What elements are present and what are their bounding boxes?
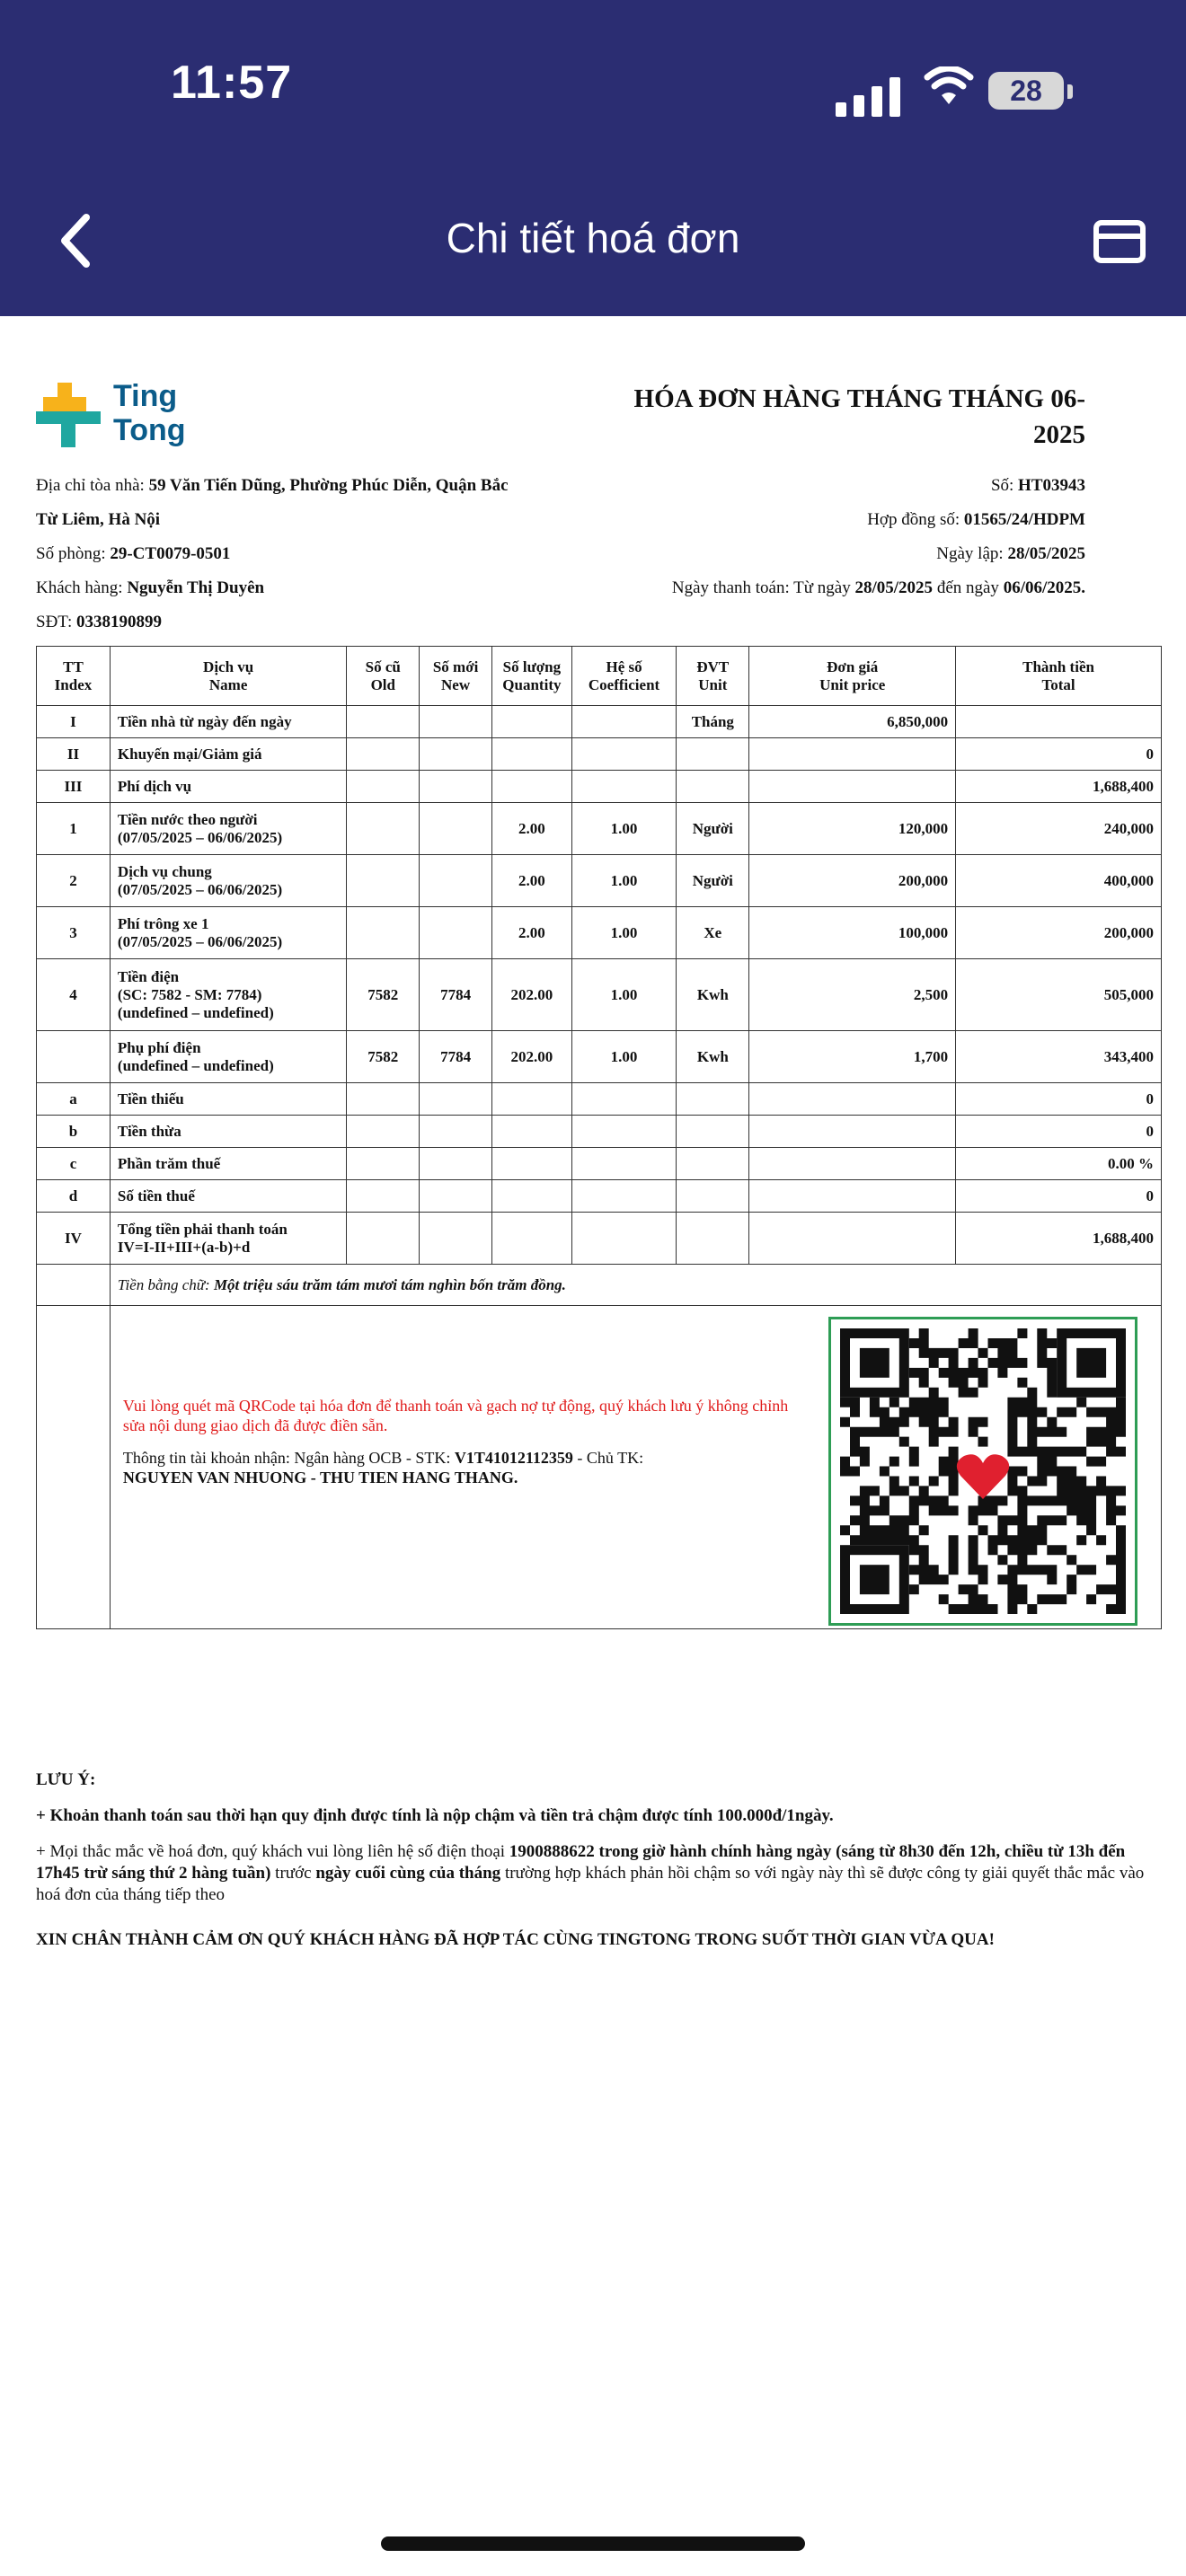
row-new	[420, 855, 492, 907]
battery-icon: 28	[988, 72, 1064, 110]
row-index	[37, 1031, 111, 1083]
row-service-line: Phí dịch vụ	[117, 777, 192, 795]
row-new	[420, 1148, 492, 1180]
row-unit-price	[749, 1213, 956, 1265]
row-new	[420, 1083, 492, 1116]
row-index: II	[37, 738, 111, 771]
row-service-name	[110, 738, 346, 771]
bank-account-info: Thông tin tài khoản nhận: Ngân hàng OCB - STK: V1T41012112359 - Chủ TK: NGUYEN VAN NHUONG - THU TIEN HANG THANG.	[122, 1449, 644, 1486]
date-value: 28/05/2025	[1007, 544, 1085, 563]
row-total: 343,400	[956, 1031, 1162, 1083]
row-coefficient: 1.00	[571, 959, 676, 1031]
row-old	[347, 738, 420, 771]
row-coefficient	[571, 706, 676, 738]
header-old: Số cũ Old	[347, 647, 420, 706]
row-service-name	[110, 1116, 346, 1148]
invoice-title	[528, 381, 1085, 453]
row-unit	[677, 1116, 749, 1148]
table-row	[37, 959, 1162, 1031]
row-unit-price	[749, 1116, 956, 1148]
table-row	[37, 771, 1162, 803]
row-unit	[677, 1180, 749, 1213]
row-total	[956, 706, 1162, 738]
row-service-name	[110, 1213, 346, 1265]
table-row	[37, 907, 1162, 959]
row-unit-price	[749, 1180, 956, 1213]
row-service-line: Phần trăm thuế	[117, 1154, 221, 1172]
row-service-name	[110, 959, 346, 1031]
header-name: Dịch vụ Name	[110, 647, 346, 706]
row-service-line: Tiền nước theo người	[117, 810, 258, 828]
row-index: d	[37, 1180, 111, 1213]
table-row	[37, 803, 1162, 855]
row-index: 1	[37, 803, 111, 855]
row-quantity	[491, 1148, 571, 1180]
note-contact: + Mọi thắc mắc về hoá đơn, quý khách vui lòng liên hệ số điện thoại 1900888622 trong giờ hành chính hàng ngày (sáng từ 8h30 đến 12h, chiều từ 13h đến 17h45 trừ sáng thứ 2 hàng tuần) trước ngày cuối cùng của tháng trường hợp khách phản hồi chậm so với ngày này thì sẽ được công ty giải quyết thắc mắc vào hoá đơn của tháng tiếp theo	[36, 1842, 1145, 1904]
row-unit-price: 6,850,000	[749, 706, 956, 738]
row-coefficient	[571, 1116, 676, 1148]
row-index: I	[37, 706, 111, 738]
row-service-name	[110, 1180, 346, 1213]
row-old: 7582	[347, 1031, 420, 1083]
row-index: 4	[37, 959, 111, 1031]
thanks-message: XIN CHÂN THÀNH CẢM ƠN QUÝ KHÁCH HÀNG ĐÃ HỢP TÁC CÙNG TINGTONG TRONG SUỐT THỜI GIAN VỪA QUA!	[36, 1930, 995, 1949]
row-service-name	[110, 907, 346, 959]
row-new	[420, 1213, 492, 1265]
row-new: 7784	[420, 1031, 492, 1083]
row-service-line: Tiền thừa	[117, 1122, 181, 1140]
address-line-2	[36, 510, 160, 530]
row-unit-price: 1,700	[749, 1031, 956, 1083]
row-service-line: (undefined – undefined)	[117, 1056, 274, 1074]
header-unit: ĐVT Unit	[677, 647, 749, 706]
page-title: Chi tiết hoá đơn	[446, 215, 740, 261]
row-new	[420, 706, 492, 738]
app-header	[0, 0, 1186, 316]
row-service-line: (undefined – undefined)	[117, 1003, 274, 1021]
table-header-row	[37, 647, 1162, 706]
row-total: 400,000	[956, 855, 1162, 907]
row-total: 0	[956, 1116, 1162, 1148]
row-new	[420, 1116, 492, 1148]
customer-value: Nguyễn Thị Duyên	[127, 578, 265, 597]
header-unit-price: Đơn giá Unit price	[749, 647, 956, 706]
row-service-name	[110, 1148, 346, 1180]
table-row	[37, 706, 1162, 738]
row-coefficient: 1.00	[571, 803, 676, 855]
row-service-name	[110, 855, 346, 907]
row-quantity	[491, 1213, 571, 1265]
row-service-line: (SC: 7582 - SM: 7784)	[117, 985, 262, 1003]
payment-mid: đến ngày	[936, 578, 999, 597]
row-total: 0	[956, 1083, 1162, 1116]
row-old	[347, 1083, 420, 1116]
table-row	[37, 855, 1162, 907]
header-total: Thành tiền Total	[956, 647, 1162, 706]
row-new	[420, 803, 492, 855]
row-index: b	[37, 1116, 111, 1148]
row-unit: Xe	[677, 907, 749, 959]
logo-text	[113, 379, 186, 447]
table-row	[37, 1180, 1162, 1213]
row-index: IV	[37, 1213, 111, 1265]
qr-warning: Vui lòng quét mã QRCode tại hóa đơn để thanh toán và gạch nợ tự động, quý khách lưu ý không chỉnh sửa nội dung giao dịch đã được điền sẵn.	[122, 1397, 789, 1434]
row-unit: Người	[677, 803, 749, 855]
wifi-icon	[924, 66, 974, 106]
row-service-line: IV=I-II+III+(a-b)+d	[117, 1238, 251, 1256]
row-service-line: Phụ phí điện	[117, 1038, 201, 1056]
payment-to: 06/06/2025.	[1003, 578, 1085, 597]
row-old	[347, 706, 420, 738]
phone-label: SĐT:	[36, 613, 73, 631]
row-quantity	[491, 706, 571, 738]
date-line	[936, 544, 1085, 564]
row-total: 0.00 %	[956, 1148, 1162, 1180]
row-service-name	[110, 771, 346, 803]
row-unit: Kwh	[677, 1031, 749, 1083]
row-old	[347, 803, 420, 855]
invoice-number-value: HT03943	[1018, 476, 1085, 495]
row-service-name	[110, 706, 346, 738]
row-unit-price: 100,000	[749, 907, 956, 959]
header-new: Số mới New	[420, 647, 492, 706]
row-unit-price	[749, 771, 956, 803]
payment-card-button[interactable]	[1093, 219, 1146, 264]
row-unit-price: 2,500	[749, 959, 956, 1031]
invoice-title-line2: 2025	[1033, 420, 1085, 449]
row-new	[420, 771, 492, 803]
qr-empty-cell	[37, 1306, 111, 1629]
row-unit	[677, 1148, 749, 1180]
row-total: 0	[956, 1180, 1162, 1213]
table-row	[37, 738, 1162, 771]
amount-in-words-row	[37, 1265, 1162, 1306]
row-unit	[677, 1083, 749, 1116]
table-row	[37, 1116, 1162, 1148]
row-service-line: (07/05/2025 – 06/06/2025)	[117, 932, 283, 950]
row-quantity: 2.00	[491, 803, 571, 855]
table-row	[37, 1148, 1162, 1180]
header-coefficient: Hệ số Coefficient	[571, 647, 676, 706]
row-total: 0	[956, 738, 1162, 771]
row-service-line: Dịch vụ chung	[117, 862, 212, 880]
row-new	[420, 738, 492, 771]
row-service-line: Tiền thiếu	[117, 1090, 184, 1107]
row-coefficient	[571, 738, 676, 771]
table-row	[37, 1083, 1162, 1116]
note-late-payment: + Khoản thanh toán sau thời hạn quy định được tính là nộp chậm và tiền trả chậm được tính 100.000đ/1ngày.	[36, 1806, 834, 1825]
qr-code-icon	[840, 1328, 1126, 1614]
address-value-2: Từ Liêm, Hà Nội	[36, 510, 161, 529]
notes-section	[36, 1769, 1150, 1965]
logo-mark-icon	[36, 379, 108, 451]
row-total: 505,000	[956, 959, 1162, 1031]
row-old	[347, 1116, 420, 1148]
home-indicator[interactable]	[381, 2536, 805, 2551]
phone-value: 0338190899	[75, 613, 162, 631]
row-old	[347, 907, 420, 959]
row-service-line: (07/05/2025 – 06/06/2025)	[117, 880, 283, 898]
row-service-line: Tiền nhà từ ngày đến ngày	[117, 712, 292, 730]
address-line	[36, 476, 509, 496]
payment-from: 28/05/2025	[854, 578, 934, 597]
row-unit-price	[749, 1083, 956, 1116]
row-quantity: 2.00	[491, 855, 571, 907]
contract-value: 01565/24/HDPM	[963, 510, 1085, 529]
status-icons	[836, 63, 1087, 117]
row-new: 7784	[420, 959, 492, 1031]
room-line	[36, 544, 230, 564]
row-service-name	[110, 803, 346, 855]
row-total: 240,000	[956, 803, 1162, 855]
row-coefficient: 1.00	[571, 1031, 676, 1083]
invoice-table	[36, 646, 1162, 1629]
row-old	[347, 1148, 420, 1180]
row-service-name	[110, 1031, 346, 1083]
address-label: Địa chỉ tòa nhà:	[36, 476, 145, 495]
row-unit-price: 120,000	[749, 803, 956, 855]
row-quantity: 202.00	[491, 1031, 571, 1083]
row-quantity: 202.00	[491, 959, 571, 1031]
notes-heading: LƯU Ý:	[36, 1770, 96, 1789]
row-quantity	[491, 771, 571, 803]
row-service-line: Số tiền thuế	[117, 1187, 195, 1204]
row-total: 200,000	[956, 907, 1162, 959]
row-quantity	[491, 1116, 571, 1148]
amount-in-words: Tiền bằng chữ: Một triệu sáu trăm tám mươi tám nghìn bốn trăm đồng.	[110, 1265, 1161, 1306]
phone-line	[36, 613, 162, 632]
row-old	[347, 1213, 420, 1265]
row-unit: Người	[677, 855, 749, 907]
payment-label: Ngày thanh toán: Từ ngày	[671, 578, 851, 597]
row-index: a	[37, 1083, 111, 1116]
row-index: 2	[37, 855, 111, 907]
row-unit-price	[749, 738, 956, 771]
payment-period-line	[672, 578, 1085, 598]
row-unit-price: 200,000	[749, 855, 956, 907]
row-coefficient: 1.00	[571, 907, 676, 959]
row-unit	[677, 1213, 749, 1265]
row-service-line: Phí trông xe 1	[117, 914, 209, 932]
credit-card-icon	[1093, 219, 1146, 264]
row-index: c	[37, 1148, 111, 1180]
table-row	[37, 1031, 1162, 1083]
table-row	[37, 1213, 1162, 1265]
qr-row	[37, 1306, 1162, 1629]
row-unit	[677, 771, 749, 803]
row-old: 7582	[347, 959, 420, 1031]
row-quantity	[491, 1083, 571, 1116]
row-service-line: Khuyến mại/Giảm giá	[117, 745, 262, 763]
row-coefficient	[571, 771, 676, 803]
row-service-line: Tổng tiền phải thanh toán	[117, 1220, 288, 1238]
customer-label: Khách hàng:	[36, 578, 123, 597]
contract-line	[867, 510, 1085, 530]
words-empty-cell	[37, 1265, 111, 1306]
row-coefficient	[571, 1180, 676, 1213]
row-quantity	[491, 1180, 571, 1213]
row-coefficient	[571, 1148, 676, 1180]
row-coefficient	[571, 1083, 676, 1116]
status-time: 11:57	[171, 57, 293, 109]
header-quantity: Số lượng Quantity	[491, 647, 571, 706]
row-coefficient: 1.00	[571, 855, 676, 907]
date-label: Ngày lập:	[936, 544, 1004, 563]
row-quantity: 2.00	[491, 907, 571, 959]
invoice-number-line	[991, 476, 1085, 496]
row-old	[347, 771, 420, 803]
contract-label: Hợp đồng số:	[867, 510, 960, 529]
qr-instructions	[123, 1396, 806, 1487]
customer-line	[36, 578, 264, 598]
row-unit	[677, 738, 749, 771]
row-total: 1,688,400	[956, 1213, 1162, 1265]
row-old	[347, 855, 420, 907]
room-label: Số phòng:	[36, 544, 106, 563]
row-new	[420, 1180, 492, 1213]
logo-line1: Ting	[113, 379, 178, 413]
row-unit-price	[749, 1148, 956, 1180]
payment-qr-code[interactable]	[828, 1317, 1137, 1626]
logo-line2: Tong	[113, 413, 186, 447]
row-index: III	[37, 771, 111, 803]
row-coefficient	[571, 1213, 676, 1265]
tingtong-logo	[36, 379, 252, 460]
row-new	[420, 907, 492, 959]
row-unit: Tháng	[677, 706, 749, 738]
row-total: 1,688,400	[956, 771, 1162, 803]
header-index: TT Index	[37, 647, 111, 706]
room-value: 29-CT0079-0501	[110, 544, 231, 563]
invoice-title-line1: HÓA ĐƠN HÀNG THÁNG THÁNG 06-	[633, 384, 1085, 413]
address-value-1: 59 Văn Tiến Dũng, Phường Phúc Diễn, Quận Bắc	[148, 476, 509, 495]
row-quantity	[491, 738, 571, 771]
row-service-name	[110, 1083, 346, 1116]
row-service-line: Tiền điện	[117, 967, 180, 985]
row-old	[347, 1180, 420, 1213]
invoice-document	[0, 316, 1186, 2576]
qr-payment-cell	[110, 1306, 1161, 1629]
battery-tip	[1067, 84, 1073, 99]
row-unit: Kwh	[677, 959, 749, 1031]
invoice-number-label: Số:	[990, 476, 1014, 495]
row-index: 3	[37, 907, 111, 959]
row-service-line: (07/05/2025 – 06/06/2025)	[117, 828, 283, 846]
